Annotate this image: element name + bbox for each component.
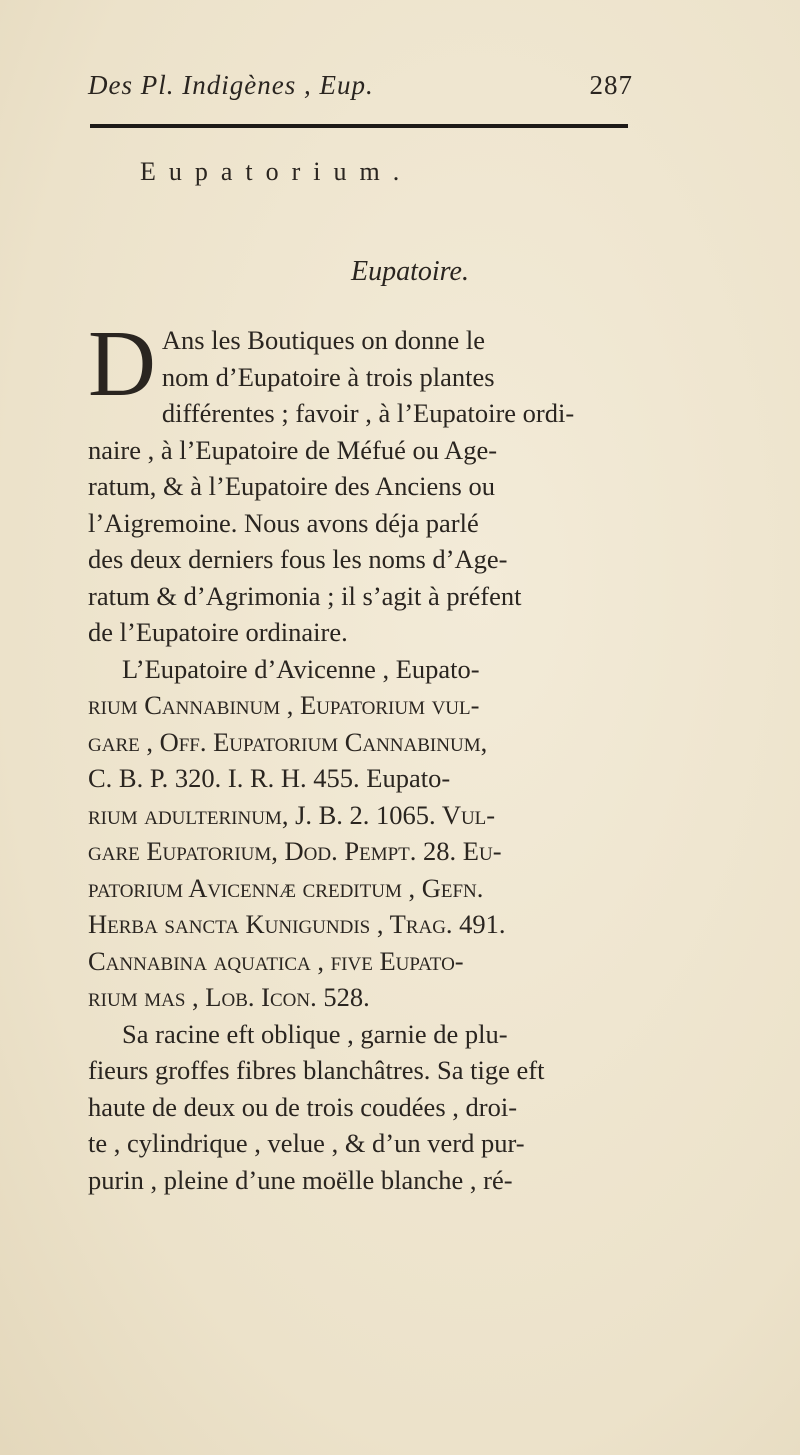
text-line: patorium Avicennæ creditum , Gefn. — [88, 872, 484, 903]
text-line: ratum & d’Agrimonia ; il s’agit à préfent — [88, 580, 522, 611]
drop-capital: D — [88, 312, 156, 416]
text-line: L’Eupatoire d’Avicenne , Eupato- — [122, 653, 480, 684]
text-line: ratum, & à l’Eupatoire des Anciens ou — [88, 471, 495, 501]
header-rule — [90, 124, 628, 128]
text-line: gare Eupatorium, Dod. Pempt. 28. Eu- — [88, 836, 502, 866]
text-line: l’Aigremoine. Nous avons déja parlé — [88, 507, 479, 538]
section-heading: Eupatorium. — [140, 157, 413, 186]
text-line: différentes ; favoir , à l’Eupatoire ordi- — [161, 398, 575, 428]
text-line: des deux derniers fous les noms d’Age- — [88, 544, 508, 574]
body-text — [88, 312, 628, 1198]
text-line: Cannabina aquatica , five Eupato- — [88, 945, 464, 976]
text-line: Sa racine eft oblique , garnie de plu- — [122, 1018, 508, 1049]
running-head-title: Des Pl. Indigènes , Eup. — [88, 70, 374, 100]
running-head — [88, 70, 633, 110]
text-line: rium mas , Lob. Icon. 528. — [88, 982, 370, 1012]
text-line: rium adulterinum, J. B. 2. 1065. Vul- — [88, 799, 496, 830]
text-line: gare , Off. Eupatorium Cannabinum, — [88, 726, 488, 757]
text-line: naire , à l’Eupatoire de Méfué ou Age- — [88, 434, 498, 465]
text-line: te , cylindrique , velue , & d’un verd pur- — [88, 1128, 525, 1158]
text-line: haute de deux ou de trois coudées , droi- — [88, 1091, 518, 1122]
text-line: nom d’Eupatoire à trois plantes — [161, 361, 495, 392]
text-line: de l’Eupatoire ordinaire. — [88, 617, 348, 647]
text-line: Herba sancta Kunigundis , Trag. 491. — [88, 909, 506, 939]
text-line: C. B. P. 320. I. R. H. 455. Eupato- — [88, 763, 451, 793]
section-subheading: Eupatoire. — [351, 256, 469, 287]
text-line: fieurs groffes fibres blanchâtres. Sa tige eft — [88, 1055, 545, 1085]
text-line: Ans les Boutiques on donne le — [161, 325, 486, 355]
text-line: rium Cannabinum , Eupatorium vul- — [88, 690, 480, 720]
text-line: purin , pleine d’une moëlle blanche , ré- — [88, 1164, 513, 1195]
page-number: 287 — [589, 70, 633, 100]
